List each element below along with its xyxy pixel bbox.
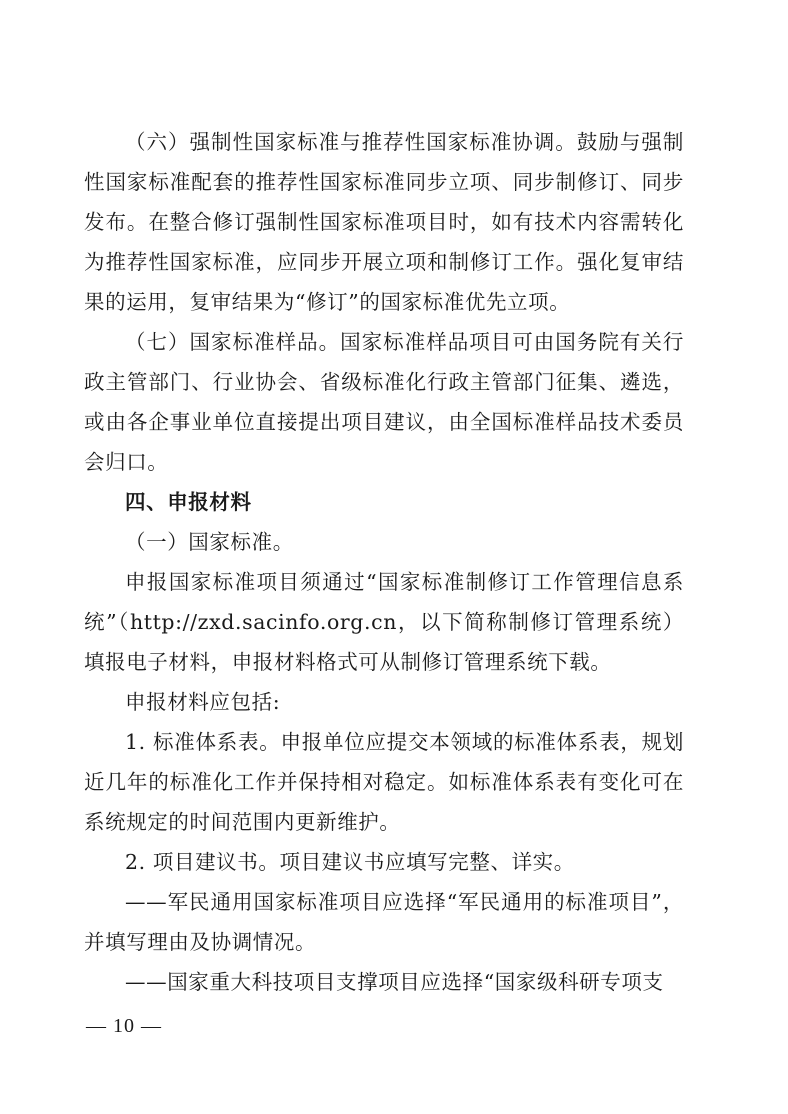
- list-item-standard-system-table: 1. 标准体系表。申报单位应提交本领域的标准体系表，规划近几年的标准化工作并保持相对稳定。如标准体系表有变化可在系统规定的时间范围内更新维护。: [84, 730, 684, 834]
- paragraph-submission-system: 申报国家标准项目须通过“国家标准制修订工作管理信息系统”（http://zxd.sacinfo.org.cn，以下简称制修订管理系统）填报电子材料，申报材料格式可从制修订管理系统下载。: [84, 570, 684, 674]
- dash-item-military-civil: ——军民通用国家标准项目应选择“军民通用的标准项目”，并填写理由及协调情况。: [84, 890, 684, 954]
- subsection-heading-national-standards: （一）国家标准。: [125, 530, 294, 554]
- list-item-project-proposal: 2. 项目建议书。项目建议书应填写完整、详实。: [125, 850, 575, 874]
- paragraph-seven-national-standard-samples: （七）国家标准样品。国家标准样品项目可由国务院有关行政主管部门、行业协会、省级标准化行政主管部门征集、遴选，或由各企事业单位直接提出项目建议，由全国标准样品技术委员会归口。: [84, 330, 684, 474]
- document-body: [84, 122, 684, 1002]
- section-heading-application-materials: 四、申报材料: [125, 490, 252, 514]
- page-number: — 10 —: [86, 1015, 162, 1037]
- paragraph-six-mandatory-recommended-coordination: （六）强制性国家标准与推荐性国家标准协调。鼓励与强制性国家标准配套的推荐性国家标准同步立项、同步制修订、同步发布。在整合修订强制性国家标准项目时，如有技术内容需转化为推荐性国家标准，应同步开展立项和制修订工作。强化复审结果的运用，复审结果为“修订”的国家标准优先立项。: [84, 130, 684, 314]
- paragraph-materials-include: 申报材料应包括:: [125, 690, 281, 714]
- dash-item-major-science-projects: ——国家重大科技项目支撑项目应选择“国家级科研专项支: [125, 970, 664, 994]
